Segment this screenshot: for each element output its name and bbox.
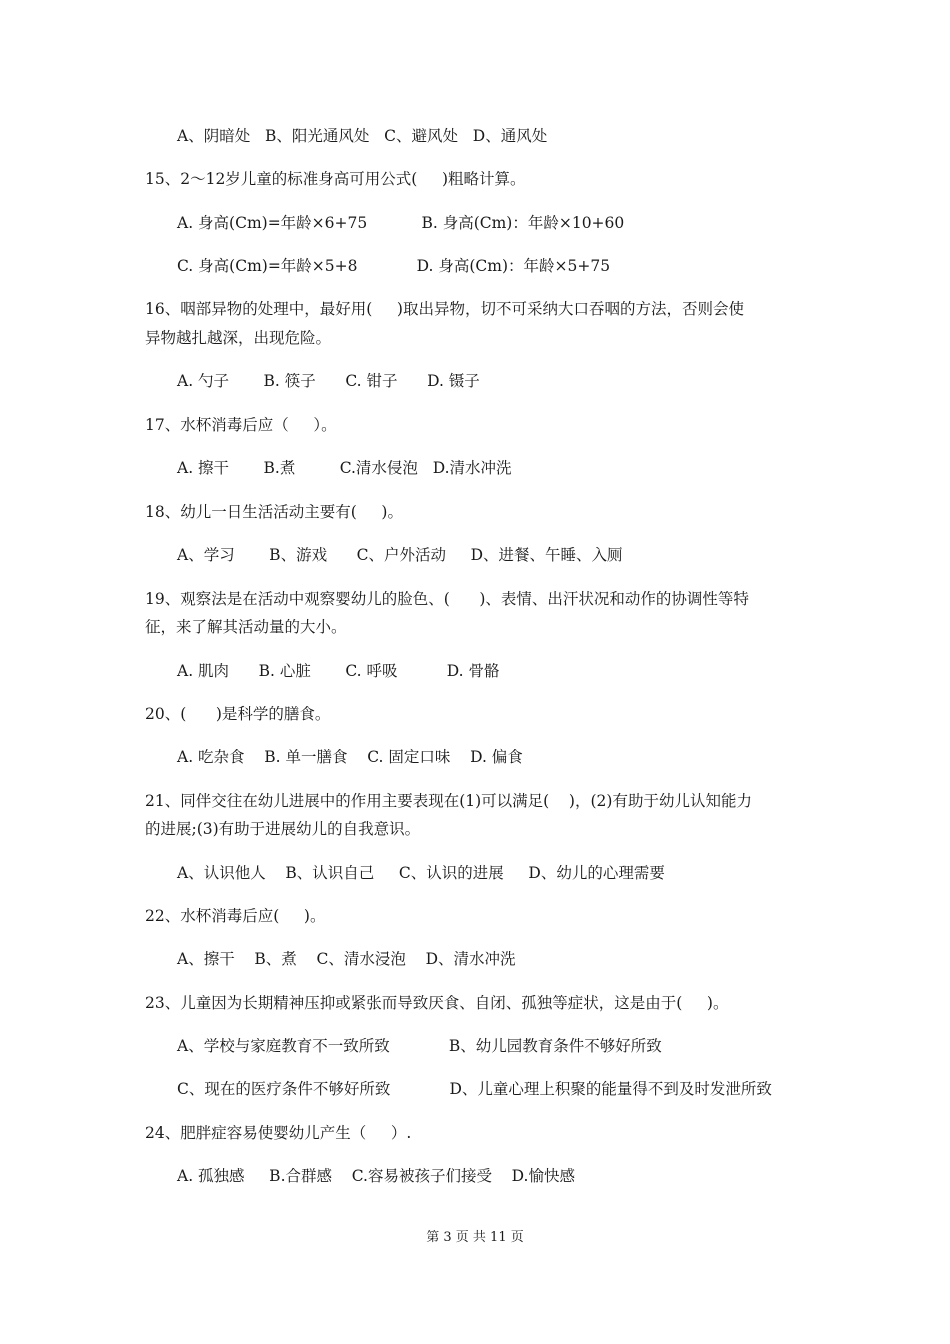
option-line: A、学校与家庭教育不一致所致 B、幼儿园教育条件不够好所致: [177, 1037, 662, 1055]
option-line: A. 勺子 B. 筷子 C. 钳子 D. 镊子: [177, 372, 480, 390]
option-line: A、阴暗处 B、阳光通风处 C、避风处 D、通风处: [177, 127, 548, 145]
option-line: A、认识他人 B、认识自己 C、认识的进展 D、幼儿的心理需要: [177, 864, 665, 882]
question-line: 22、水杯消毒后应( )。: [145, 907, 326, 925]
option-line: A. 肌肉 B. 心脏 C. 呼吸 D. 骨骼: [177, 662, 500, 680]
question-line: 16、咽部异物的处理中，最好用( )取出异物，切不可采纳大口吞咽的方法，否则会使: [145, 300, 744, 318]
option-line: A. 吃杂食 B. 单一膳食 C. 固定口味 D. 偏食: [177, 748, 523, 766]
question-line: 15、2～12岁儿童的标准身高可用公式( )粗略计算。: [145, 170, 526, 188]
question-line: 17、水杯消毒后应（ ）。: [145, 416, 337, 434]
question-line: 23、儿童因为长期精神压抑或紧张而导致厌食、自闭、孤独等症状，这是由于( )。: [145, 994, 729, 1012]
option-line: C. 身高(Cm)=年龄×5+8 D. 身高(Cm)：年龄×5+75: [177, 257, 611, 275]
option-line: A. 孤独感 B.合群感 C.容易被孩子们接受 D.愉快感: [177, 1167, 575, 1185]
page-footer: 第 3 页 共 11 页: [426, 1230, 524, 1245]
question-line: 18、幼儿一日生活活动主要有( )。: [145, 503, 403, 521]
option-line: A、学习 B、游戏 C、户外活动 D、进餐、午睡、入厕: [177, 546, 623, 564]
question-line: 20、( )是科学的膳食。: [145, 705, 331, 723]
question-line: 的进展;(3)有助于进展幼儿的自我意识。: [145, 820, 421, 838]
option-line: A. 擦干 B.煮 C.清水侵泡 D.清水冲洗: [177, 459, 512, 477]
option-line: C、现在的医疗条件不够好所致 D、儿童心理上积聚的能量得不到及时发泄所致: [177, 1080, 772, 1098]
question-line: 征，来了解其活动量的大小。: [145, 618, 347, 636]
question-line: 24、肥胖症容易使婴幼儿产生（ ）.: [145, 1124, 412, 1142]
question-line: 21、同伴交往在幼儿进展中的作用主要表现在(1)可以满足( )，(2)有助于幼儿认知能力: [145, 792, 752, 810]
option-line: A、擦干 B、煮 C、清水浸泡 D、清水冲洗: [177, 950, 516, 968]
question-line: 异物越扎越深，出现危险。: [145, 329, 332, 347]
option-line: A. 身高(Cm)=年龄×6+75 B. 身高(Cm)：年龄×10+60: [177, 214, 625, 232]
question-line: 19、观察法是在活动中观察婴幼儿的脸色、( )、表情、出汗状况和动作的协调性等特: [145, 590, 749, 608]
